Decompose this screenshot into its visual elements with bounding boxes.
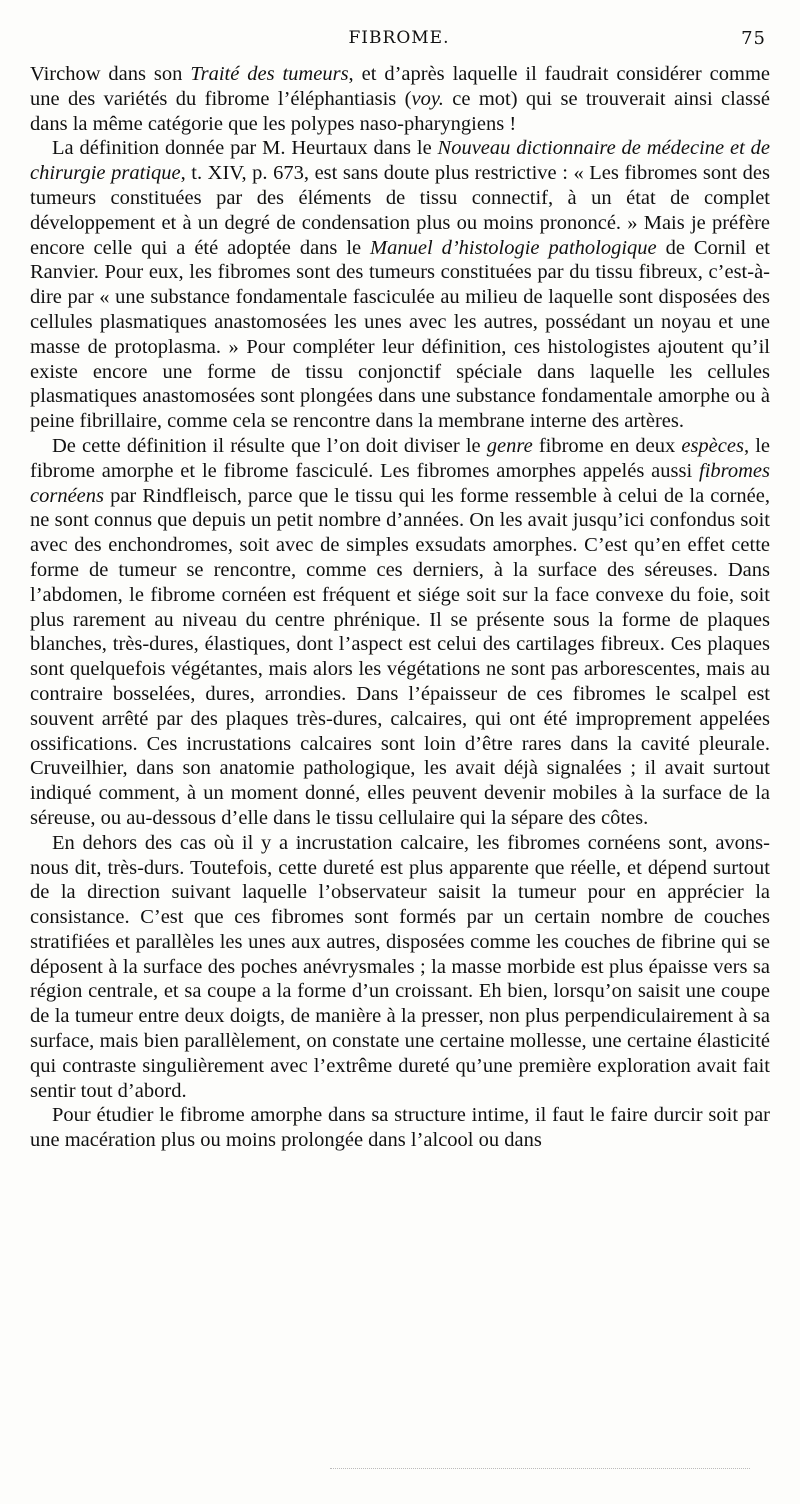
running-head — [32, 28, 766, 54]
paragraph-3 — [30, 434, 770, 831]
text-run: , le fibrome amorphe et le fibrome fasciculé. Les fibromes amorphes appelés aussi — [30, 434, 771, 482]
footer-rule — [330, 1468, 750, 1469]
paragraph-4 — [30, 831, 770, 1104]
text-run: fibrome en deux — [532, 434, 682, 457]
body-text — [30, 62, 770, 1153]
text-run: Pour étudier le fibrome amorphe dans sa structure intime, il faut le faire durcir soit par une macération plus ou moins prolongée dans l’alcool ou dans — [30, 1104, 770, 1152]
italic-run: espèces — [681, 434, 744, 457]
page-number: 75 — [741, 28, 766, 49]
paragraph-2 — [30, 136, 770, 434]
text-run: De cette définition il résulte que l’on doit diviser le — [52, 434, 487, 457]
italic-run: genre — [486, 434, 533, 457]
italic-run: fibromes cornéens — [30, 459, 770, 507]
italic-run: Manuel d’histologie pathologique — [370, 236, 657, 259]
text-run: de Cornil et Ranvier. Pour eux, les fibromes sont des tumeurs constituées par du tissu fibreux, c’est-à-dire par « une substance fondamentale fasciculée au milieu de laquelle sont disposées des cellules plasmatiques anastomosées les unes avec les autres, possédant un noyau et une masse de protoplasma. » Pour compléter leur définition, ces histologistes ajoutent qu’il existe encore une forme de tissu conjonctif spéciale dans laquelle les cellules plasmatiques anastomosées sont plongées dans une substance fondamentale amorphe ou à peine fibrillaire, comme cela se rencontre dans la membrane interne des artères. — [30, 236, 770, 433]
italic-run: Nouveau dictionnaire de médecine et de chirurgie pratique — [30, 137, 770, 185]
text-run: Virchow dans son — [30, 63, 191, 85]
paragraph-5 — [30, 1103, 770, 1153]
italic-run: voy. — [411, 87, 444, 110]
running-title: FIBROME. — [348, 28, 450, 48]
text-run: par Rindfleisch, parce que le tissu qui les forme ressemble à celui de la cornée, ne sont connus que depuis un petit nombre d’années. On les avait jusqu’ici confondus soit avec des enchondromes, soit avec de simples exsudats amorphes. C’est qu’en effet cette forme de tumeur se rencontre, comme ces derniers, à la surface des séreuses. Dans l’abdomen, le fibrome cornéen est fréquent et siége soit sur la face convexe du foie, soit plus rarement au niveau du centre phrénique. Il se présente sous la forme de plaques blanches, très-dures, élastiques, dont l’aspect est celui des cartilages fibreux. Ces plaques sont quelquefois végétantes, mais alors les végétations ne sont pas arborescentes, mais au contraire bosselées, dures, arrondies. Dans l’épaisseur de ces fibromes le scalpel est souvent arrêté par des plaques très-dures, calcaires, qui ont été improprement appelées ossifications. Ces incrustations calcaires sont loin d’être rares dans la cavité pleurale. Cruveilhier, dans son anatomie pathologique, les avait déjà signalées ; il avait surtout indiqué comment, à un moment donné, elles peuvent devenir mobiles à la surface de la séreuse, ou au-dessous d’elle dans le tissu cellulaire qui la sépare des côtes. — [30, 484, 770, 829]
italic-run: Traité des tumeurs — [190, 63, 349, 85]
text-run: ce mot) qui se trouverait ainsi classé dans la même catégorie que les polypes naso-pharyngiens ! — [30, 87, 770, 135]
text-run: , t. XIV, p. 673, est sans doute plus restrictive : « Les fibromes sont des tumeurs constituées par des éléments de tissu connectif, à un état de complet développement et à un degré de condensation plus ou moins prononcé. » Mais je préfère encore celle qui a été adoptée dans le — [30, 162, 770, 259]
text-run: , et d’après laquelle il faudrait considérer comme une des variétés du fibrome l’éléphantiasis ( — [30, 63, 770, 110]
text-run: En dehors des cas où il y a incrustation calcaire, les fibromes cornéens sont, avons-nous dit, très-durs. Toutefois, cette dureté est plus apparente que réelle, et dépend surtout de la direction suivant laquelle l’observateur saisit la tumeur pour en apprécier la consistance. C’est que ces fibromes sont formés par un certain nombre de couches stratifiées et parallèles les unes aux autres, disposées comme les couches de fibrine qui se déposent à la surface des poches anévrysmales ; la masse morbide est plus épaisse vers sa région centrale, et sa coupe a la forme d’un croissant. Eh bien, lorsqu’on saisit une coupe de la tumeur entre deux doigts, de manière à la presser, non plus perpendiculairement à sa surface, mais bien parallèlement, on constate une certaine mollesse, une certaine élasticité qui contraste singulièrement avec l’extrême dureté qu’une première exploration avait fait sentir tout d’abord. — [30, 831, 770, 1102]
text-run: La définition donnée par M. Heurtaux dans le — [52, 137, 438, 160]
paragraph-1 — [30, 62, 770, 136]
